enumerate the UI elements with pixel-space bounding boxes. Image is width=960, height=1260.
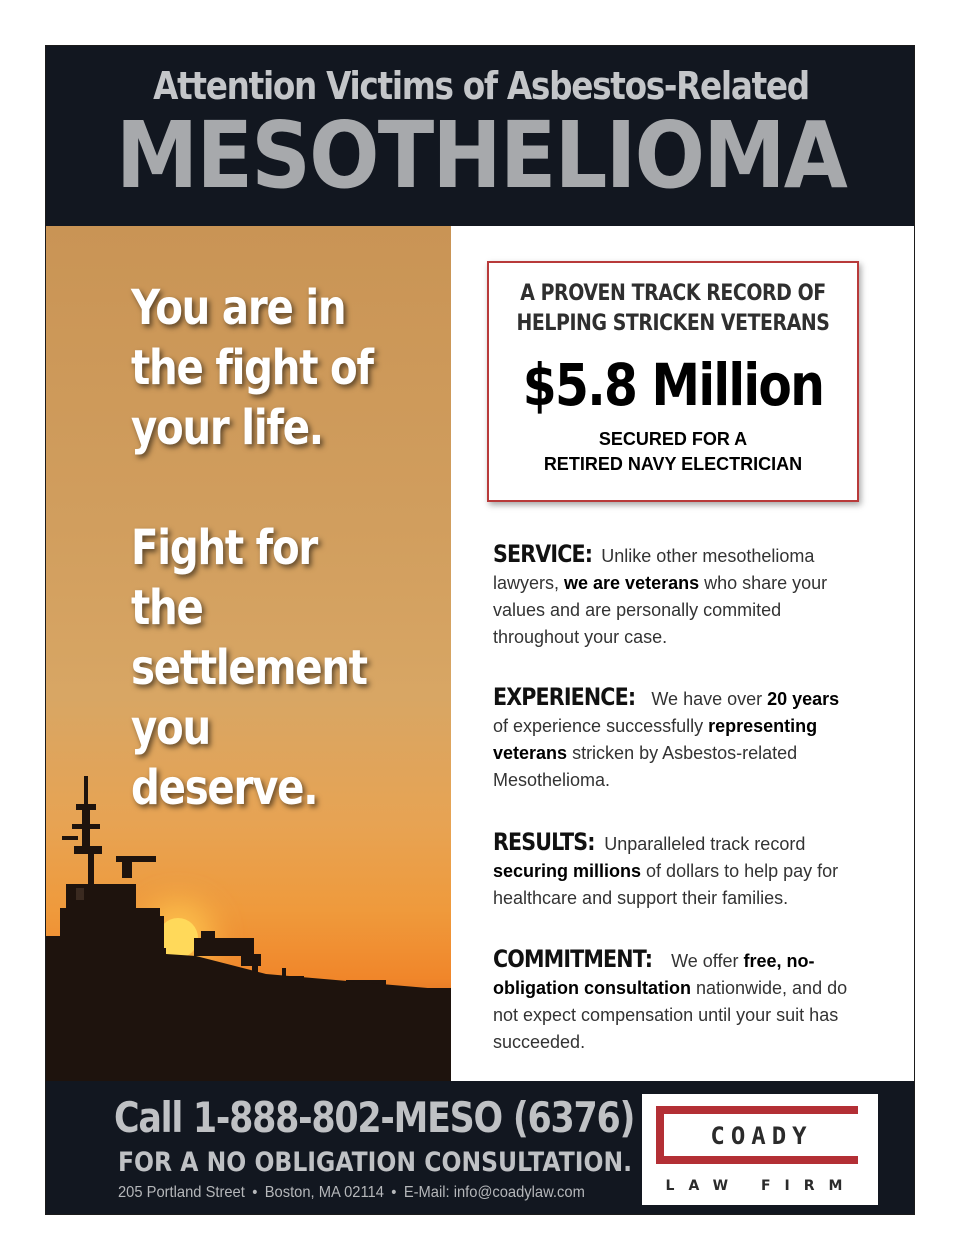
logo-c-frame: [844, 1156, 858, 1164]
slogan-fight-for-settlement: [131, 518, 400, 818]
experience-text: of experience successfully: [493, 716, 709, 736]
service-text: who share your values and are personally commited throughout your case.: [493, 573, 828, 647]
slogan-1-line: You are in: [131, 280, 346, 336]
experience-text: We have over: [646, 689, 768, 709]
service-text: Unlike other mesothelioma lawyers,: [493, 546, 815, 593]
bullet-separator: •: [252, 1184, 258, 1201]
commitment-title: COMMITMENT:: [493, 945, 653, 973]
results-bold: securing millions: [493, 861, 642, 881]
track-record-subline: [489, 427, 857, 477]
slogan-2-line: Fight for the: [131, 520, 318, 636]
track-subline-line: RETIRED NAVY ELECTRICIAN: [543, 454, 803, 474]
commitment-section: [493, 946, 853, 1056]
results-text: Unparalleled track record: [599, 834, 806, 854]
experience-section: [493, 684, 853, 794]
consultation-tagline: FOR A NO OBLIGATION CONSULTATION.: [118, 1147, 633, 1178]
logo-name: COADY: [710, 1122, 813, 1150]
experience-bold: representing veterans: [493, 716, 818, 763]
footer-banner: [46, 1081, 915, 1215]
results-section: [493, 829, 853, 912]
experience-title: EXPERIENCE:: [493, 683, 636, 711]
slogan-1-line: the fight of: [131, 340, 373, 396]
header-banner: [46, 46, 915, 226]
settlement-amount: $5.8 Million: [522, 351, 824, 419]
commitment-text: nationwide, and do not expect compensation until your suit has succeeded.: [493, 978, 848, 1052]
results-title: RESULTS:: [493, 828, 595, 856]
logo-c-frame: [844, 1106, 858, 1114]
service-title: SERVICE:: [493, 540, 593, 568]
logo-subtitle: LAW FIRM: [665, 1178, 857, 1194]
phone-number[interactable]: Call 1-888-802-MESO (6376): [114, 1093, 635, 1142]
header-attention-text: Attention Victims of Asbestos-Related: [153, 64, 809, 108]
track-subline-line: SECURED FOR A: [598, 429, 748, 449]
results-text: of dollars to help pay for healthcare and support their families.: [493, 861, 839, 908]
flyer-page: [45, 45, 915, 1215]
track-record-headline: [515, 279, 831, 339]
slogan-fight-of-life: [131, 278, 400, 458]
contact-address-line: [118, 1184, 633, 1202]
experience-text: stricken by Asbestos-related Mesothelioma.: [493, 743, 798, 790]
city-address: Boston, MA 02114: [264, 1184, 384, 1201]
slogan-2-line: settlement: [131, 640, 367, 696]
street-address: 205 Portland Street: [118, 1184, 245, 1201]
service-section: [493, 541, 853, 651]
header-mesothelioma-title: MESOTHELIOMA: [115, 102, 847, 209]
coady-law-firm-logo: [642, 1094, 878, 1205]
bullet-separator: •: [391, 1184, 397, 1201]
commitment-bold: free, no-obligation consultation: [493, 951, 815, 998]
slogan-2-line: you deserve.: [131, 700, 318, 816]
commitment-text: We offer: [666, 951, 744, 971]
track-record-box: [487, 261, 859, 502]
track-headline-line: HELPING STRICKEN VETERANS: [516, 311, 830, 336]
service-bold: we are veterans: [564, 573, 700, 593]
ship-silhouette-icon: [46, 776, 451, 1086]
slogan-1-line: your life.: [131, 400, 323, 456]
email-link[interactable]: E-Mail: info@coadylaw.com: [403, 1184, 585, 1201]
experience-bold: 20 years: [767, 689, 840, 709]
track-headline-line: A PROVEN TRACK RECORD OF: [520, 281, 826, 306]
